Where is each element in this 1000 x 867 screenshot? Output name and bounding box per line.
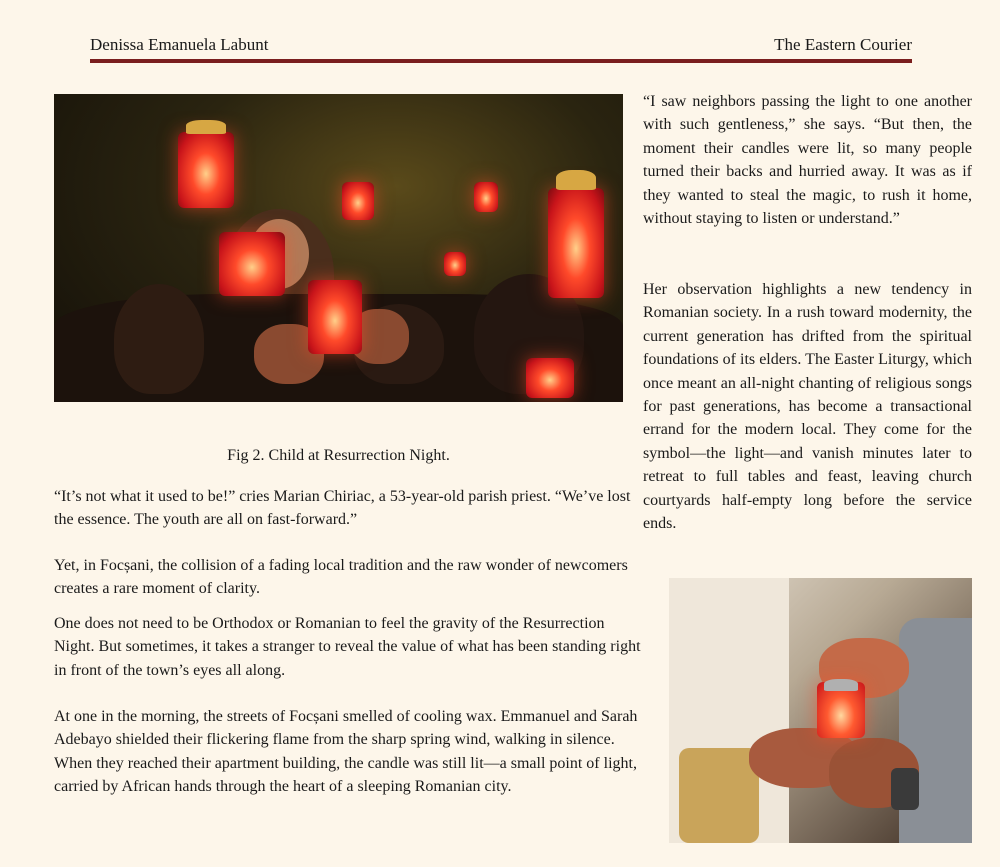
resurrection-night-photo: [54, 94, 623, 402]
candle-hands-photo: [669, 578, 972, 843]
author-name: Denissa Emanuela Labunt: [90, 35, 269, 54]
left-paragraph-4: At one in the morning, the streets of Focșani smelled of cooling wax. Emmanuel and Sarah Adebayo shielded their flickering flame from the sharp spring wind, walking in silence. When they reached their apartment building, the candle was still lit—a small point of light, carried by African hands through the heart of a sleeping Romanian city.: [54, 708, 638, 796]
header-rule: [90, 59, 912, 63]
publication-name: The Eastern Courier: [774, 35, 912, 54]
right-paragraph-1: “I saw neighbors passing the light to one another with such gentleness,” she says. “But then, the moment their candles were lit, so many people turned their backs and hurried away. It was as if they wanted to steal the magic, to rush it home, without staying to listen or understand.”: [643, 93, 972, 228]
left-paragraph-2: Yet, in Focșani, the collision of a fading local tradition and the raw wonder of newcomers creates a rare moment of clarity.: [54, 557, 628, 598]
left-paragraph-1: “It’s not what it used to be!” cries Marian Chiriac, a 53-year-old parish priest. “We’ve lost the essence. The youth are all on fast-forward.”: [54, 488, 631, 529]
right-paragraph-2: Her observation highlights a new tendency in Romanian society. In a rush toward modernity, the current generation has drifted from the spiritual foundations of its elders. The Easter Liturgy, which once meant an all-night chanting of religious songs for past generations, has become a transactional errand for the modern local. They come for the symbol—the light—and vanish minutes later to retreat to full tables and feast, leaving church courtyards half-empty long before the service ends.: [643, 281, 972, 533]
figure-caption: Fig 2. Child at Resurrection Night.: [227, 447, 450, 464]
left-paragraph-3: One does not need to be Orthodox or Romanian to feel the gravity of the Resurrection Night. But sometimes, it takes a stranger to reveal the value of what has been standing right in front of the town’s eyes all along.: [54, 615, 641, 679]
